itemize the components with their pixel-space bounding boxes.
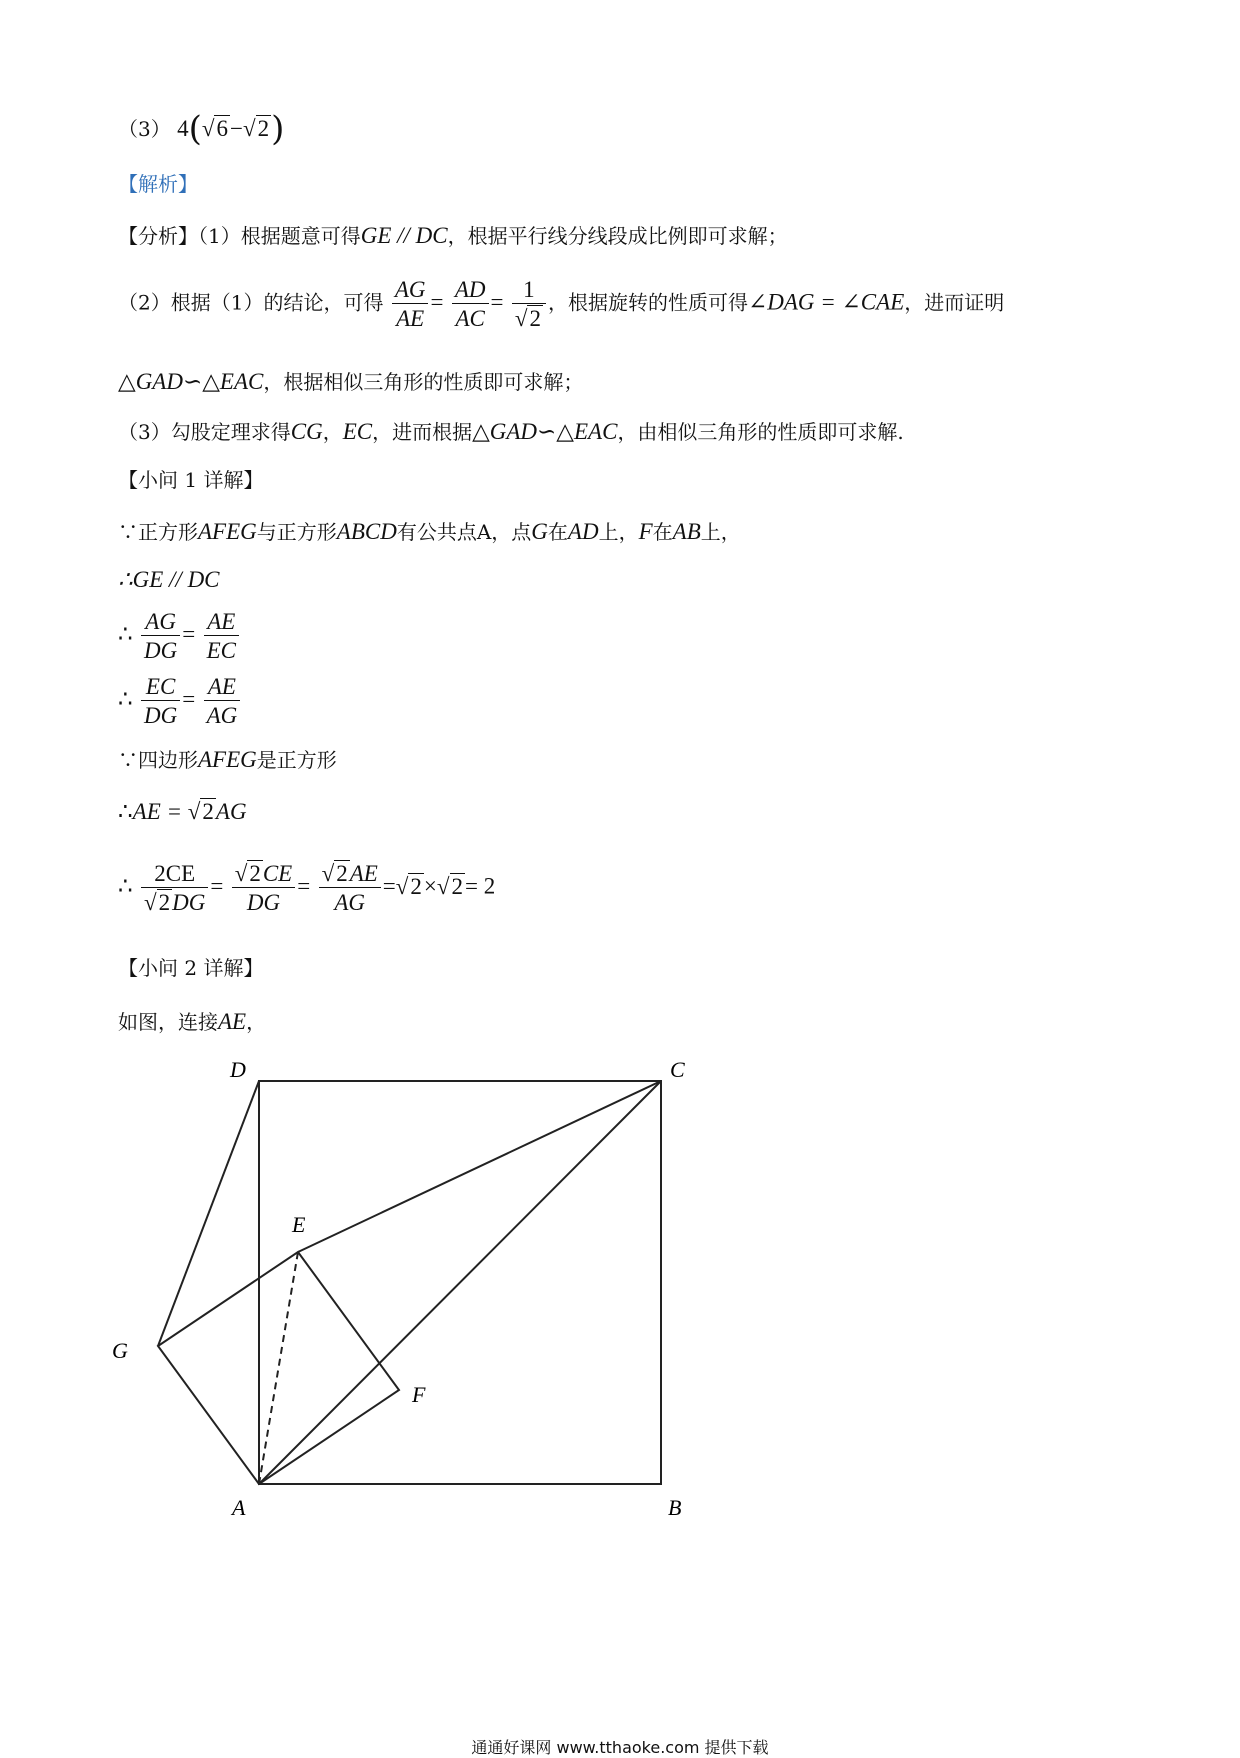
label-c: C	[670, 1057, 685, 1082]
segment-ae-dashed	[259, 1252, 298, 1484]
paragraph-2: （2）根据（1）的结论，可得 $\frac{AG}{AE}$ = $\frac{AD}{AC}$ = $\frac{1}{√2}$ ，根据旋转的性质可得∠DAG = ∠CAE，进而证明	[118, 277, 1005, 331]
sqrt-2: √2	[242, 116, 270, 141]
q2-text: 如图，连接AE，	[118, 1009, 267, 1034]
label-d: D	[230, 1057, 246, 1082]
paragraph-2b: △GAD∽△EAC，根据相似三角形的性质即可求解；	[118, 369, 584, 394]
paren-right: )	[271, 109, 285, 149]
q1-line-2: ∴GE // DC	[118, 567, 220, 592]
label-f: F	[412, 1382, 426, 1407]
square-afeg	[158, 1252, 399, 1484]
fraction-ag-ae: $\frac{AG}{AE}$	[392, 278, 429, 330]
fraction-1-sqrt2: $\frac{1}{√2}$	[512, 278, 546, 330]
sqrt-6: √6	[201, 116, 228, 141]
fenxi-paragraph: 【分析】（1）根据题意可得GE // DC，根据平行线分线段成比例即可求解；	[118, 223, 788, 248]
segment-dg	[158, 1081, 259, 1346]
fraction-ad-ac: $\frac{AD}{AC}$	[452, 278, 489, 330]
segment-ec	[298, 1081, 661, 1252]
minus-sign: −	[229, 116, 243, 141]
paragraph-3: （3）勾股定理求得CG，EC，进而根据△GAD∽△EAC，由相似三角形的性质即可求解.	[118, 419, 904, 444]
label-b: B	[668, 1495, 682, 1520]
answer-number: （3）	[118, 117, 171, 141]
q1-line-5: ∵四边形AFEG是正方形	[118, 747, 337, 772]
paren-left: (	[188, 109, 202, 149]
answer-coef: 4	[177, 116, 189, 141]
q1-line-4: ∴ $\frac{EC}{DG}$ = $\frac{AE}{AG}$	[118, 675, 242, 727]
label-e: E	[292, 1212, 306, 1237]
q1-line-1: ∵正方形AFEG与正方形ABCD有公共点A，点G在AD上，F在AB上，	[118, 519, 741, 544]
label-g: G	[112, 1338, 128, 1363]
label-a: A	[232, 1495, 246, 1520]
q1-line-3: ∴ $\frac{AG}{DG}$ = $\frac{AE}{EC}$	[118, 610, 241, 662]
q2-title: 【小问 2 详解】	[118, 956, 264, 980]
q1-line-7: ∴ $\frac{2CE}{√2DG}$ = $\frac{√2CE}{DG}$ = $\frac{√2AE}{AG}$ =√2×√2= 2	[118, 861, 496, 915]
section-jiexi: 【解析】	[118, 172, 198, 196]
q1-line-6: ∴AE = √2AG	[118, 799, 247, 824]
footer: 通通好课网 www.tthaoke.com 提供下载	[471, 1738, 769, 1757]
q1-title: 【小问 1 详解】	[118, 468, 264, 492]
